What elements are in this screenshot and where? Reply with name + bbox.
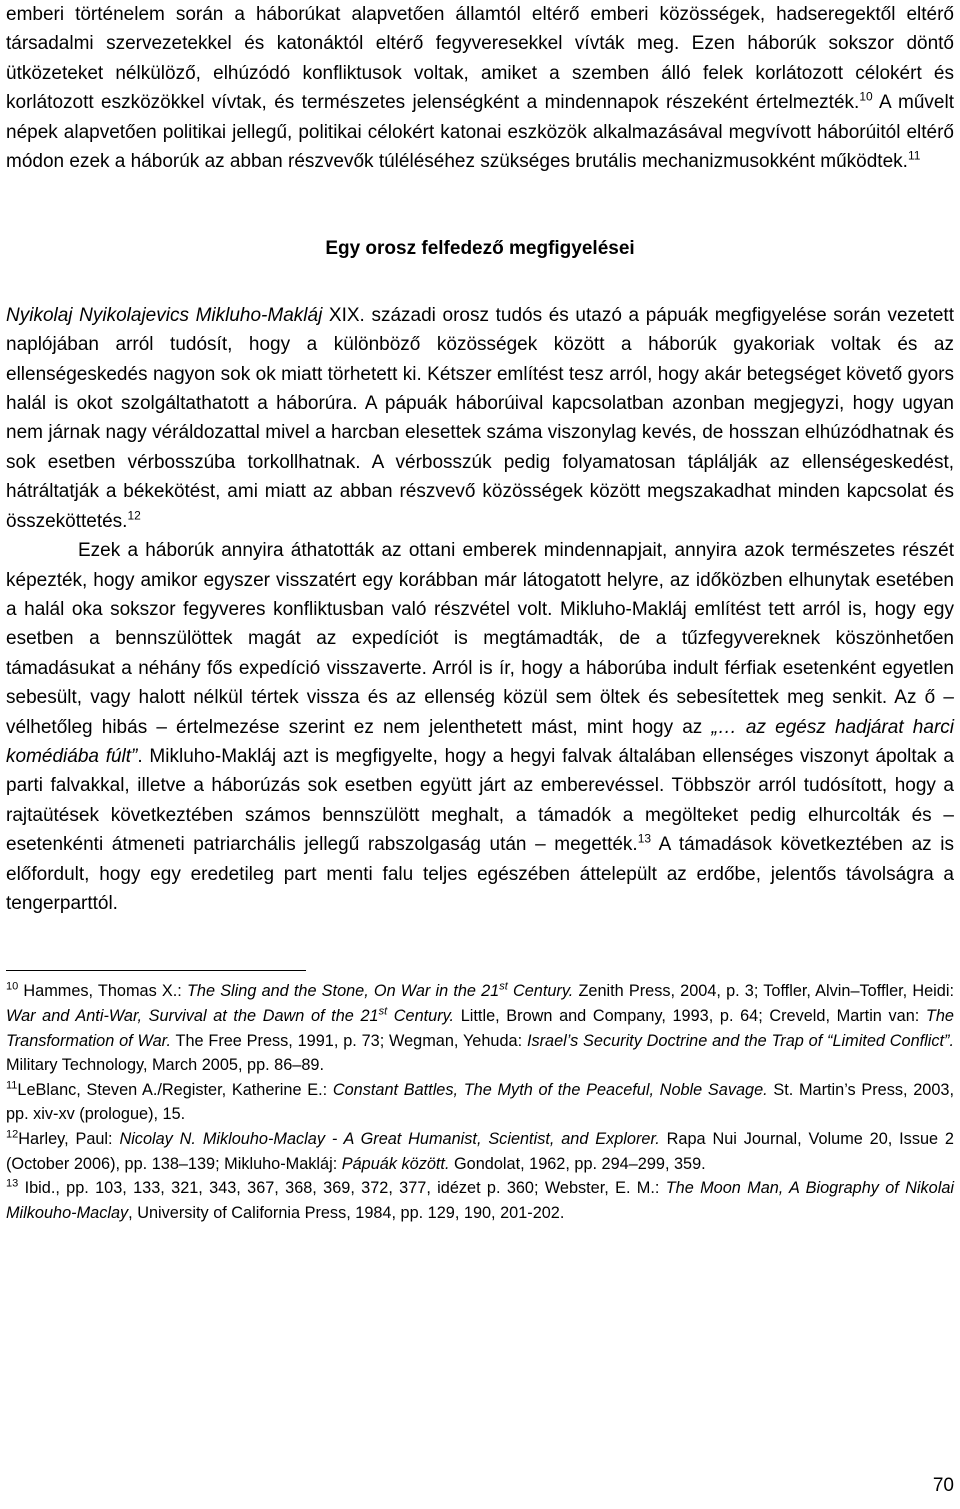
footnote-text: , University of California Press, 1984, pp. 129, 190, 201-202. <box>128 1203 565 1222</box>
book-title-text: War and Anti-War, Survival at the Dawn of the 21 <box>6 1006 379 1025</box>
footnote-text: St. Martin’s Press, 2003, pp. xiv-xv (prologue), 15. <box>6 1080 954 1124</box>
article-title: Nicolay N. Miklouho-Maclay - A Great Humanist, Scientist, and Explorer. <box>119 1129 660 1148</box>
paragraph-text: XIX. századi orosz tudós és utazó a pápuák megfigyelése során vezetett naplójában arról tudósít, hogy a különböző közösségek között a háborúk gyakoriak voltak és az ellenségeskedés nagyon sok ok miatt törhetett ki. Kétszer említést tesz arról, hogy akár betegséget követő gyors halál is okot szolgáltathatott a háborúra. A pápuák háborúival kapcsolatban azonban megjegyzi, hogy ugyan nem járnak nagy véráldozattal mivel a harcban elesettek száma viszonylag kevés, de hosszan elhúzódhatnak és sok esetben vérbosszúba torkollhatnak. A vérbosszúk pedig folyamatosan táplálják az ellenségeskedést, hátráltatják a békekötést, ami miatt az abban részvevő közösségek között megszakadhat minden kapcsolat és összeköttetés. <box>6 304 954 532</box>
footnote-text: LeBlanc, Steven A./Register, Katherine E.: <box>17 1080 333 1099</box>
book-title-text: Century. <box>387 1006 455 1025</box>
footnote-ref-13[interactable]: 13 <box>637 831 652 846</box>
page-number: 70 <box>932 1475 954 1496</box>
footnote-ref-10[interactable]: 10 <box>859 89 873 104</box>
body-paragraph-2 <box>6 301 954 536</box>
book-title: Constant Battles, The Myth of the Peaceful, Noble Savage. <box>332 1080 768 1099</box>
book-title: The Moon Man, A Biography of Nikolai Milkouho-Maclay <box>6 1179 954 1222</box>
footnote-number: 10 <box>6 980 19 993</box>
footnote-text: Harley, Paul: <box>18 1129 120 1148</box>
footnote-text: Ibid., pp. 103, 133, 321, 343, 367, 368, 369, 372, 377, idézet p. 360; Webster, E. M.: <box>18 1179 666 1198</box>
footnote-number: 12 <box>6 1128 19 1141</box>
footnote-text: The Free Press, 1991, p. 73; Wegman, Yehuda: <box>170 1031 527 1050</box>
book-title-text: Century. <box>507 982 574 1001</box>
paragraph-text: A támadások következtében az is előfordult, hogy egy eredetileg part menti falu teljes egészében áttelepült az erdőbe, jelentős távolságra a tengerparttól. <box>6 834 954 914</box>
section-heading: Egy orosz felfedező megfigyelései <box>325 238 635 260</box>
footnote-text: Hammes, Thomas X.: <box>18 982 187 1001</box>
body-paragraph-3 <box>6 536 954 918</box>
footnote-12 <box>6 1127 954 1176</box>
ordinal-suffix: st <box>499 980 508 993</box>
footnote-text: Little, Brown and Company, 1993, p. 64; Creveld, Martin van: <box>454 1006 926 1025</box>
paragraph-text: Ezek a háborúk annyira áthatották az ottani emberek mindennapjait, annyira azok természetes részét képezték, hogy amikor egyszer visszatért egy korábban már látogatott helyre, az időközben elhunytak esetében a halál oka sokszor fegyveres konfliktusban való részvétel volt. Mikluho-Makláj említést tett arról is, hogy egy esetben a bennszülöttek magát az expedíciót is megtámadták, de a tűzfegyvereknek köszönhetően támadásukat a néhány fős expedíció visszaverte. Arról is ír, hogy a háborúba indult férfiak esetenként egyetlen sebesült, vagy halott nélkül tértek vissza és az ellenség közül sem öltek és sebesítettek meg senkit. Az ő – vélhetőleg hibás – értelmezése szerint ez nem jelenthetett mást, mint hogy az <box>6 540 954 738</box>
body-paragraph-1 <box>6 0 954 176</box>
footnote-ref-12[interactable]: 12 <box>127 508 141 523</box>
paragraph-text: A művelt népek alapvetően politikai jellegű, politikai célokért katonai eszközök alkalmazásával megvívott háborúitól eltérő módon ezek a háborúk az abban részvevők túléléséhez szükséges brutális mechanizmusokként működtek. <box>6 92 954 173</box>
quotation: „… az egész hadjárat harci komédiába fúlt” <box>6 716 954 767</box>
book-title: The Transformation of War. <box>6 1006 954 1050</box>
paragraph-text: emberi történelem során a háborúkat alapvetően államtól eltérő emberi közösségek, hadseregektől eltérő társadalmi szervezetekkel és katonáktól eltérő fegyveresekkel vívták meg. Ezen háborúk sokszor döntő ütközeteket nélkülöző, elhúzódó konfliktusok voltak, amiket a szemben álló felek korlátozott célokért és korlátozott eszközökkel vívtak, és természetes jelenségként a mindennapok részeként értelmezték. <box>6 4 954 114</box>
footnote-text: Rapa Nui Journal, Volume 20, Issue 2 (October 2006), pp. 138–139; Mikluho-Makláj: <box>6 1129 954 1173</box>
paragraph-text: . Mikluho-Makláj azt is megfigyelte, hogy a hegyi falvak általában ellenséges viszonyt ápoltak a parti falvakkal, illetve a háborúzás sok esetben együtt járt az emberevéssel. Többször arról tudósított, hogy a rajtaütések következtében számos bennszülött meghalt, a támadók a megölteket pedig elhurcolták és – esetenkénti átmeneti patriarchális jellegű rabszolgaság után – megették. <box>6 745 954 856</box>
document-page <box>6 0 954 1225</box>
footnote-text: Military Technology, March 2005, pp. 86–89. <box>6 1056 324 1075</box>
book-title-text: The Sling and the Stone, On War in the 21 <box>186 982 500 1001</box>
ordinal-suffix: st <box>378 1005 388 1018</box>
footnote-11 <box>6 1078 954 1127</box>
book-title: Pápuák között. <box>341 1154 450 1173</box>
footnote-number: 13 <box>6 1177 19 1190</box>
footnote-text: Gondolat, 1962, pp. 294–299, 359. <box>449 1154 706 1173</box>
book-title <box>187 982 573 1000</box>
book-title <box>6 1007 454 1025</box>
person-name: Nyikolaj Nyikolajevics Mikluho-Makláj <box>6 304 323 326</box>
footnote-text: Zenith Press, 2004, p. 3; Toffler, Alvin–Toffler, Heidi: <box>573 982 954 1001</box>
footnote-separator <box>6 970 306 971</box>
article-title: Israel’s Security Doctrine and the Trap of “Limited Conflict”. <box>526 1031 954 1050</box>
footnote-10 <box>6 979 954 1077</box>
footnote-13 <box>6 1176 954 1225</box>
footnote-number: 11 <box>6 1079 18 1092</box>
footnote-ref-11[interactable]: 11 <box>907 148 921 163</box>
